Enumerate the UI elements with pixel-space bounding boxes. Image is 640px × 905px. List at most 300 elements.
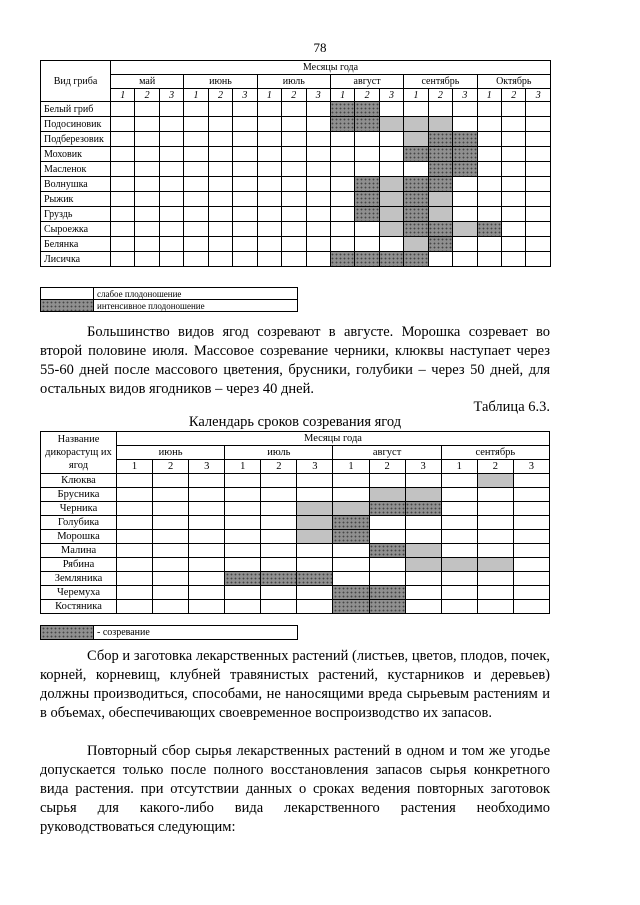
- mushroom-cell: [477, 102, 501, 117]
- berry-cell: [225, 530, 261, 544]
- mushroom-cell: [330, 192, 354, 207]
- mushroom-cell: [184, 102, 208, 117]
- berry-cell-strong: [369, 502, 405, 516]
- mushroom-cell: [306, 117, 330, 132]
- mushroom-cell: [159, 252, 183, 267]
- mushroom-cell: [111, 102, 135, 117]
- mushroom-cell: [282, 132, 306, 147]
- berry-cell: [153, 558, 189, 572]
- berry-cell: [333, 474, 369, 488]
- mushroom-cell: [111, 147, 135, 162]
- mushroom-cell-strong: [355, 177, 379, 192]
- mushroom-cell: [355, 162, 379, 177]
- mushroom-cell: [502, 192, 526, 207]
- mushroom-cell: [355, 132, 379, 147]
- mushroom-cell-strong: [404, 222, 428, 237]
- mushroom-cell: [282, 117, 306, 132]
- mushroom-cell: [526, 132, 551, 147]
- berry-cell-strong: [369, 586, 405, 600]
- mushroom-cell: [208, 102, 232, 117]
- mushroom-cell: [330, 162, 354, 177]
- berry-cell: [117, 502, 153, 516]
- mushroom-cell-strong: [330, 102, 354, 117]
- berry-cell: [225, 600, 261, 614]
- berry-cell: [369, 558, 405, 572]
- mushroom-cell: [208, 252, 232, 267]
- mushroom-cell: [502, 117, 526, 132]
- mushroom-month-4: сентябрь: [404, 75, 477, 89]
- mushroom-cell: [111, 177, 135, 192]
- berry-decade: 2: [369, 460, 405, 474]
- berry-legend: [40, 625, 298, 640]
- berry-cell: [261, 544, 297, 558]
- mushroom-cell-weak: [379, 192, 403, 207]
- paragraph-repeat-text: Повторный сбор сырья лекарственных растений в одном и том же угодье допускается только после полного восстановления запасов сырья конкретного вида растения. при отсутствии данных о сроках ведения повторных заготовок сырья для какого-либо вида лекарственного растения необходимо руководствоваться следующим:: [40, 743, 550, 835]
- berry-cell: [513, 530, 549, 544]
- mushroom-cell: [502, 252, 526, 267]
- mushroom-month-5: Октябрь: [477, 75, 550, 89]
- berry-cell-strong: [297, 572, 333, 586]
- berry-cell: [297, 544, 333, 558]
- mushroom-month-2: июль: [257, 75, 330, 89]
- mushroom-row: [41, 177, 551, 192]
- mushroom-cell: [184, 252, 208, 267]
- mushroom-cell: [233, 117, 257, 132]
- berry-cell-weak: [333, 502, 369, 516]
- mushroom-cell-strong: [379, 252, 403, 267]
- berry-cell: [261, 558, 297, 572]
- mushroom-cell: [453, 207, 477, 222]
- berry-cell: [153, 488, 189, 502]
- berry-decade: 3: [189, 460, 225, 474]
- berry-cell: [405, 516, 441, 530]
- mushroom-legend: [40, 287, 298, 312]
- berry-row-name: Морошка: [41, 530, 117, 544]
- berry-cell: [441, 530, 477, 544]
- mushroom-row: [41, 102, 551, 117]
- berry-cell-strong: [333, 586, 369, 600]
- mushroom-cell: [208, 207, 232, 222]
- mushroom-cell-strong: [404, 192, 428, 207]
- berry-cell: [153, 502, 189, 516]
- mushroom-cell: [502, 102, 526, 117]
- berry-cell: [441, 572, 477, 586]
- mushroom-cell: [135, 237, 159, 252]
- mushroom-cell: [135, 162, 159, 177]
- mushroom-cell: [404, 162, 428, 177]
- berry-cell: [333, 558, 369, 572]
- weak-swatch: [41, 288, 94, 300]
- mushroom-row-name: Лисичка: [41, 252, 111, 267]
- mushroom-cell-strong: [453, 147, 477, 162]
- mushroom-cell: [526, 237, 551, 252]
- mushroom-cell: [282, 237, 306, 252]
- berry-cell: [297, 586, 333, 600]
- berry-cell: [189, 502, 225, 516]
- mushroom-decade: 1: [257, 89, 281, 102]
- mushroom-cell-weak: [428, 207, 452, 222]
- mushroom-cell: [208, 132, 232, 147]
- berry-cell: [117, 558, 153, 572]
- mushroom-cell: [526, 117, 551, 132]
- mushroom-cell: [282, 102, 306, 117]
- mushroom-decade: 3: [379, 89, 403, 102]
- mushroom-cell: [379, 102, 403, 117]
- mushroom-cell-weak: [404, 132, 428, 147]
- mushroom-cell: [208, 147, 232, 162]
- mushroom-name-header: Вид гриба: [41, 61, 111, 102]
- mushroom-cell-weak: [453, 222, 477, 237]
- mushroom-cell: [502, 207, 526, 222]
- mushroom-decade: 2: [208, 89, 232, 102]
- legend-row-ripen: [41, 626, 298, 640]
- mushroom-cell: [233, 192, 257, 207]
- mushroom-decade: 2: [428, 89, 452, 102]
- mushroom-row: [41, 222, 551, 237]
- mushroom-cell: [135, 192, 159, 207]
- berry-cell: [189, 516, 225, 530]
- mushroom-cell: [477, 132, 501, 147]
- berry-cell: [513, 586, 549, 600]
- mushroom-decade: 3: [306, 89, 330, 102]
- berry-name-header: Название дикорастущ их ягод: [41, 432, 117, 474]
- mushroom-row: [41, 252, 551, 267]
- berry-cell: [477, 600, 513, 614]
- berry-cell: [477, 544, 513, 558]
- berry-row-name: Черника: [41, 502, 117, 516]
- mushroom-cell: [233, 132, 257, 147]
- mushroom-cell-strong: [355, 102, 379, 117]
- berry-cell: [189, 530, 225, 544]
- berry-cell: [369, 474, 405, 488]
- mushroom-cell: [257, 252, 281, 267]
- paragraph-repeat: [40, 742, 550, 837]
- berry-cell: [297, 488, 333, 502]
- mushroom-cell-weak: [379, 207, 403, 222]
- mushroom-cell: [282, 222, 306, 237]
- mushroom-cell: [477, 237, 501, 252]
- mushroom-cell: [257, 162, 281, 177]
- berry-cell-strong: [369, 544, 405, 558]
- mushroom-row-name: Груздь: [41, 207, 111, 222]
- mushroom-cell: [282, 192, 306, 207]
- mushroom-cell: [257, 147, 281, 162]
- berry-month-3: сентябрь: [441, 446, 549, 460]
- mushroom-cell: [135, 117, 159, 132]
- mushroom-cell: [526, 192, 551, 207]
- mushroom-decade: 1: [477, 89, 501, 102]
- mushroom-cell: [282, 252, 306, 267]
- berry-cell: [261, 586, 297, 600]
- mushroom-cell: [159, 147, 183, 162]
- mushroom-cell: [184, 207, 208, 222]
- mushroom-month-1: июнь: [184, 75, 257, 89]
- mushroom-cell: [184, 117, 208, 132]
- berry-cell: [261, 600, 297, 614]
- mushroom-decade: 3: [453, 89, 477, 102]
- mushroom-cell: [330, 177, 354, 192]
- berry-cell-weak: [441, 558, 477, 572]
- mushroom-cell: [453, 237, 477, 252]
- mushroom-cell: [159, 222, 183, 237]
- berry-row: [41, 600, 550, 614]
- mushroom-row-name: Белянка: [41, 237, 111, 252]
- berry-cell: [189, 474, 225, 488]
- berry-cell: [225, 516, 261, 530]
- mushroom-cell: [233, 252, 257, 267]
- mushroom-cell: [306, 252, 330, 267]
- mushroom-cell-weak: [404, 237, 428, 252]
- mushroom-cell: [355, 222, 379, 237]
- berry-cell: [117, 586, 153, 600]
- mushroom-cell: [526, 162, 551, 177]
- berry-cell: [477, 572, 513, 586]
- berry-cell: [513, 474, 549, 488]
- mushroom-cell: [184, 222, 208, 237]
- berry-cell: [225, 502, 261, 516]
- mushroom-cell-strong: [428, 147, 452, 162]
- berry-cell: [513, 544, 549, 558]
- berry-cell: [117, 488, 153, 502]
- mushroom-row-name: Подосиновик: [41, 117, 111, 132]
- berry-cell: [369, 516, 405, 530]
- mushroom-header-row: [41, 61, 551, 75]
- berry-row-name: Клюква: [41, 474, 117, 488]
- berry-cell: [225, 558, 261, 572]
- mushroom-cell-strong: [404, 177, 428, 192]
- mushroom-cell: [526, 102, 551, 117]
- berry-row-name: Малина: [41, 544, 117, 558]
- berry-cell-strong: [333, 600, 369, 614]
- mushroom-cell: [233, 207, 257, 222]
- mushroom-cell: [428, 102, 452, 117]
- berry-calendar-table: [40, 431, 550, 614]
- berry-header-row: [41, 432, 550, 446]
- berry-cell: [513, 558, 549, 572]
- mushroom-cell-strong: [330, 117, 354, 132]
- mushroom-cell: [257, 222, 281, 237]
- mushroom-cell: [526, 207, 551, 222]
- berry-cell: [261, 502, 297, 516]
- berry-cell: [225, 488, 261, 502]
- berry-cell: [477, 516, 513, 530]
- mushroom-cell: [111, 252, 135, 267]
- berry-row: [41, 474, 550, 488]
- mushroom-cell: [257, 207, 281, 222]
- mushroom-cell: [404, 102, 428, 117]
- mushroom-cell-weak: [379, 222, 403, 237]
- berry-cell-weak: [477, 474, 513, 488]
- mushroom-months-header: Месяцы года: [111, 61, 551, 75]
- mushroom-cell-strong: [355, 252, 379, 267]
- mushroom-cell: [208, 192, 232, 207]
- mushroom-cell: [233, 147, 257, 162]
- berry-cell: [225, 474, 261, 488]
- berry-row: [41, 516, 550, 530]
- mushroom-decade: 2: [502, 89, 526, 102]
- berry-cell: [441, 474, 477, 488]
- mushroom-cell-weak: [379, 117, 403, 132]
- berry-row-name: Брусника: [41, 488, 117, 502]
- mushroom-row-name: Сыроежка: [41, 222, 111, 237]
- mushroom-decade: 1: [111, 89, 135, 102]
- mushroom-cell-strong: [355, 207, 379, 222]
- berry-cell: [477, 530, 513, 544]
- mushroom-cell: [477, 177, 501, 192]
- mushroom-decade: 1: [330, 89, 354, 102]
- mushroom-decade: 2: [355, 89, 379, 102]
- mushroom-row-name: Волнушка: [41, 177, 111, 192]
- mushroom-cell: [526, 252, 551, 267]
- mushroom-row-name: Масленок: [41, 162, 111, 177]
- berry-cell-weak: [369, 488, 405, 502]
- mushroom-cell-weak: [428, 192, 452, 207]
- mushroom-cell: [306, 222, 330, 237]
- berry-decade: 1: [117, 460, 153, 474]
- mushroom-cell: [306, 237, 330, 252]
- mushroom-cell-strong: [477, 222, 501, 237]
- mushroom-month-0: май: [111, 75, 184, 89]
- mushroom-cell: [453, 117, 477, 132]
- berry-cell: [189, 544, 225, 558]
- berry-cell: [117, 544, 153, 558]
- mushroom-cell: [502, 177, 526, 192]
- berry-cell: [153, 474, 189, 488]
- mushroom-cell: [257, 237, 281, 252]
- mushroom-cell: [111, 237, 135, 252]
- mushroom-cell: [526, 222, 551, 237]
- berry-decade: 2: [261, 460, 297, 474]
- mushroom-cell: [159, 177, 183, 192]
- berry-cell: [405, 586, 441, 600]
- berry-cell: [513, 488, 549, 502]
- mushroom-cell: [159, 117, 183, 132]
- mushroom-cell: [477, 192, 501, 207]
- berry-cell-strong: [333, 530, 369, 544]
- page-number: 78: [313, 40, 327, 55]
- berry-cell: [333, 544, 369, 558]
- mushroom-cell-weak: [379, 177, 403, 192]
- mushroom-cell-strong: [428, 132, 452, 147]
- paragraph-harvest-text: Сбор и заготовка лекарственных растений (листьев, цветов, плодов, почек, корней, корневищ, клубней травянистых растений, кустарников и деревьев) должны производиться, способами, не наносящими вреда сырьевым растениям и в объемах, обеспечивающих своевременное воспроизводство их запасов.: [40, 648, 550, 721]
- mushroom-cell: [135, 132, 159, 147]
- legend-label-ripen: - созревание: [94, 626, 298, 640]
- berry-cell: [189, 572, 225, 586]
- berry-cell: [441, 600, 477, 614]
- berry-month-1: июль: [225, 446, 333, 460]
- mushroom-cell: [306, 192, 330, 207]
- mushroom-cell: [257, 102, 281, 117]
- mushroom-cell: [233, 102, 257, 117]
- berry-cell: [333, 488, 369, 502]
- berry-cell: [189, 586, 225, 600]
- berry-row: [41, 586, 550, 600]
- berry-row: [41, 558, 550, 572]
- mushroom-cell-strong: [404, 207, 428, 222]
- mushroom-cell: [111, 222, 135, 237]
- berry-cell: [297, 474, 333, 488]
- berry-decade: 3: [405, 460, 441, 474]
- paragraph-berries-text: Большинство видов ягод созревают в августе. Морошка созревает во второй половине июля. Массовое созревание черники, клюквы наступает через 55-60 дней после массового цветения, брусники, голубики – через 50 дней, для остальных видов ягодников – через 40 дней.: [40, 324, 550, 397]
- berry-cell: [153, 600, 189, 614]
- mushroom-cell: [135, 147, 159, 162]
- legend-row-strong: [41, 300, 298, 312]
- mushroom-cell: [502, 222, 526, 237]
- mushroom-cell: [159, 162, 183, 177]
- mushroom-cell: [477, 162, 501, 177]
- berry-cell-weak: [405, 544, 441, 558]
- mushroom-cell: [330, 147, 354, 162]
- mushroom-calendar-table: [40, 60, 551, 267]
- mushroom-cell: [306, 102, 330, 117]
- berry-cell-weak: [297, 530, 333, 544]
- berry-decade-row: [41, 460, 550, 474]
- mushroom-cell-strong: [428, 162, 452, 177]
- berry-cell: [405, 474, 441, 488]
- berry-cell: [261, 530, 297, 544]
- mushroom-row: [41, 207, 551, 222]
- berry-row-name: Земляника: [41, 572, 117, 586]
- mushroom-cell: [111, 162, 135, 177]
- mushroom-cell: [330, 237, 354, 252]
- berry-row-name: Костяника: [41, 600, 117, 614]
- mushroom-cell: [257, 117, 281, 132]
- mushroom-cell: [306, 132, 330, 147]
- mushroom-cell: [526, 177, 551, 192]
- mushroom-row: [41, 117, 551, 132]
- mushroom-cell-weak: [428, 117, 452, 132]
- berry-cell-weak: [477, 558, 513, 572]
- mushroom-cell: [453, 177, 477, 192]
- berry-cell: [405, 600, 441, 614]
- mushroom-cell: [306, 162, 330, 177]
- mushroom-cell-strong: [404, 252, 428, 267]
- mushroom-decade: 3: [233, 89, 257, 102]
- berry-month-row: [41, 446, 550, 460]
- berry-decade: 3: [297, 460, 333, 474]
- mushroom-cell-strong: [355, 192, 379, 207]
- mushroom-cell: [135, 102, 159, 117]
- mushroom-cell: [184, 147, 208, 162]
- berry-decade: 3: [513, 460, 549, 474]
- mushroom-cell: [111, 132, 135, 147]
- mushroom-cell: [159, 102, 183, 117]
- berry-cell: [261, 516, 297, 530]
- mushroom-month-3: август: [330, 75, 403, 89]
- mushroom-cell-strong: [428, 177, 452, 192]
- berry-cell: [513, 502, 549, 516]
- berry-decade: 1: [333, 460, 369, 474]
- berry-cell: [117, 516, 153, 530]
- berry-cell: [189, 558, 225, 572]
- mushroom-cell: [379, 132, 403, 147]
- berry-cell: [153, 544, 189, 558]
- mushroom-cell: [477, 207, 501, 222]
- berry-month-2: август: [333, 446, 441, 460]
- berry-cell: [225, 586, 261, 600]
- mushroom-cell: [208, 177, 232, 192]
- berry-cell: [189, 488, 225, 502]
- berry-cell: [513, 572, 549, 586]
- berry-decade: 2: [477, 460, 513, 474]
- berry-cell-weak: [405, 488, 441, 502]
- berry-row-name: Голубика: [41, 516, 117, 530]
- mushroom-cell: [135, 252, 159, 267]
- paragraph-harvest: [40, 647, 550, 723]
- mushroom-cell: [159, 132, 183, 147]
- berry-row-name: Рябина: [41, 558, 117, 572]
- berry-cell-weak: [405, 558, 441, 572]
